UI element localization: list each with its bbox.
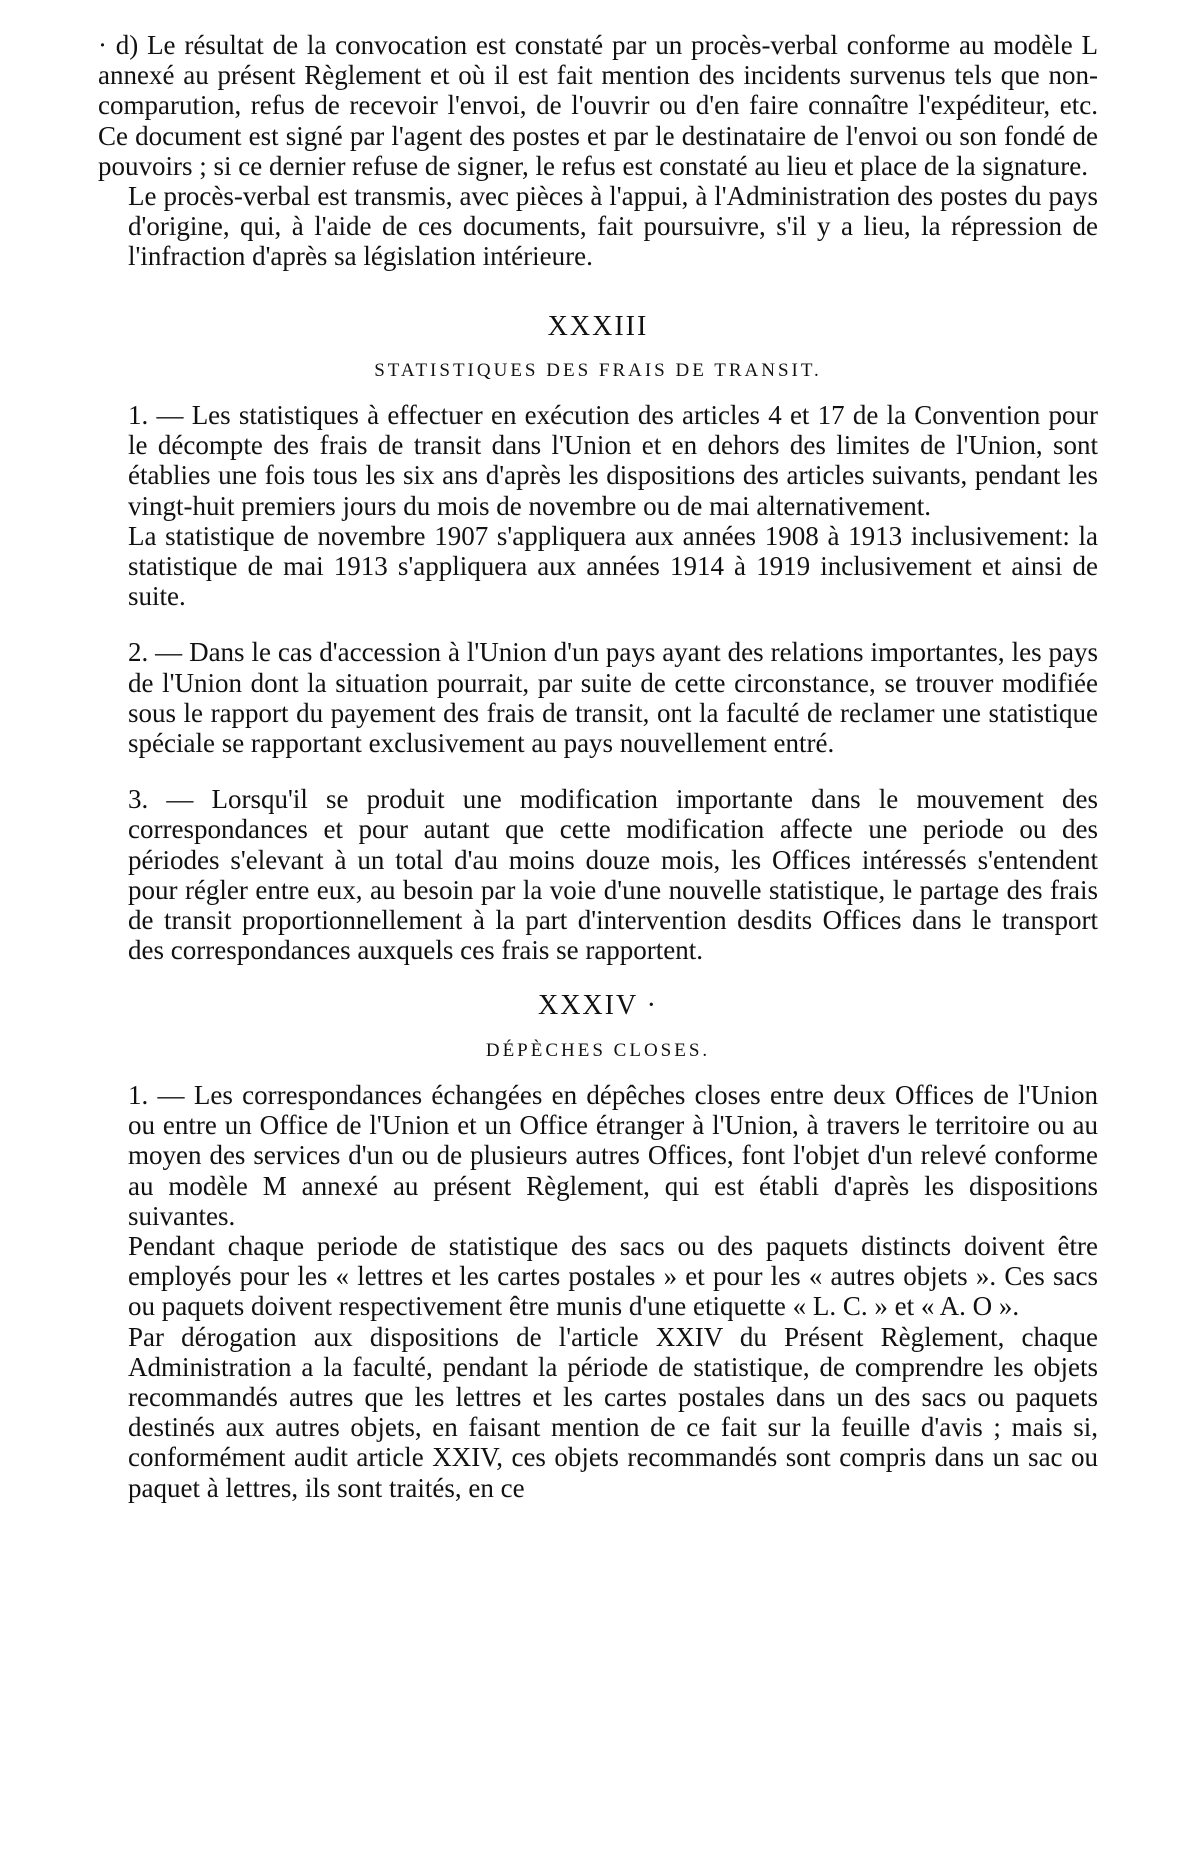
section-number-34: XXXIV · [537, 990, 659, 1022]
section34-paragraph-1: 1. — Les correspondances échangées en dépêches closes entre deux Offices de l'Union ou entre un Office de l'Union et un Office étranger à l'Union, à travers le territoire ou au moyen des services d'un ou de plusieurs autres Offices, font l'objet d'un relevé conforme au modèle M annexé au présent Règlement, qui est établi d'après les dispositions suivantes. [128, 1079, 1098, 1231]
document-page [98, 30, 1098, 1503]
section34-paragraph-1b: Pendant chaque periode de statistique des sacs ou des paquets distincts doivent être employés pour les « lettres et les cartes postales » et pour les « autres objets ». Ces sacs ou paquets doivent respectivement être munis d'une etiquette « L. C. » et « A. O ». [128, 1230, 1098, 1322]
section34-paragraph-1c: Par dérogation aux dispositions de l'article XXIV du Présent Règlement, chaque Administration a la faculté, pendant la période de statistique, de comprendre les objets recommandés autres que les lettres et les cartes postales dans un des sacs ou paquets destinés aux autres objets, en faisant mention de ce fait sur la feuille d'avis ; mais si, conformément audit article XXIV, ces objets recommandés sont compris dans un sac ou paquet à lettres, ils sont traités, en ce [128, 1321, 1098, 1503]
section33-paragraph-1b: La statistique de novembre 1907 s'appliquera aux années 1908 à 1913 inclusivement: la statistique de mai 1913 s'appliquera aux années 1914 à 1919 inclusivement et ainsi de suite. [128, 520, 1098, 612]
section-title-33: STATISTIQUES DES FRAIS DE TRANSIT. [374, 359, 822, 381]
section-number-33: XXXIII [547, 310, 649, 342]
section33-paragraph-3: 3. — Lorsqu'il se produit une modification importante dans le mouvement des correspondances et pour autant que cette modification affecte une periode ou des périodes s'elevant à un total d'au moins douze mois, les Offices intéressés s'entendent pour régler entre eux, au besoin par la voie d'une nouvelle statistique, le partage des frais de transit proportionnellement à la part d'intervention desdits Offices dans le transport des correspondances auxquels ces frais se rapportent. [128, 784, 1098, 966]
section33-paragraph-2: 2. — Dans le cas d'accession à l'Union d'un pays ayant des relations importantes, les pays de l'Union dont la situation pourrait, par suite de cette circonstance, se trouver modifiée sous le rapport du payement des frais de transit, ont la faculté de reclamer une statistique spéciale se rapportant exclusivement au pays nouvellement entré. [128, 637, 1098, 759]
paragraph-d-continued: Le procès-verbal est transmis, avec pièces à l'appui, à l'Administration des postes du pays d'origine, qui, à l'aide de ces documents, fait poursuivre, s'il y a lieu, la répression de l'infraction d'après sa législation intérieure. [128, 181, 1098, 272]
section-title-34: DÉPÈCHES CLOSES. [485, 1039, 711, 1061]
section33-paragraph-1: 1. — Les statistiques à effectuer en exécution des articles 4 et 17 de la Convention pour le décompte des frais de transit dans l'Union et en dehors des limites de l'Union, sont établies une fois tous les six ans d'après les dispositions des articles suivants, pendant les vingt-huit premiers jours du mois de novembre ou de mai alternativement. [128, 400, 1098, 521]
paragraph-d: · d) Le résultat de la convocation est constaté par un procès-verbal conforme au modèle L annexé au présent Règlement et où il est fait mention des incidents survenus tels que non-comparution, refus de recevoir l'envoi, de l'ouvrir ou d'en faire connaître l'expéditeur, etc. Ce document est signé par l'agent des postes et par le destinataire de l'envoi ou son fondé de pouvoirs ; si ce dernier refuse de signer, le refus est constaté au lieu et place de la signature. [98, 30, 1098, 181]
